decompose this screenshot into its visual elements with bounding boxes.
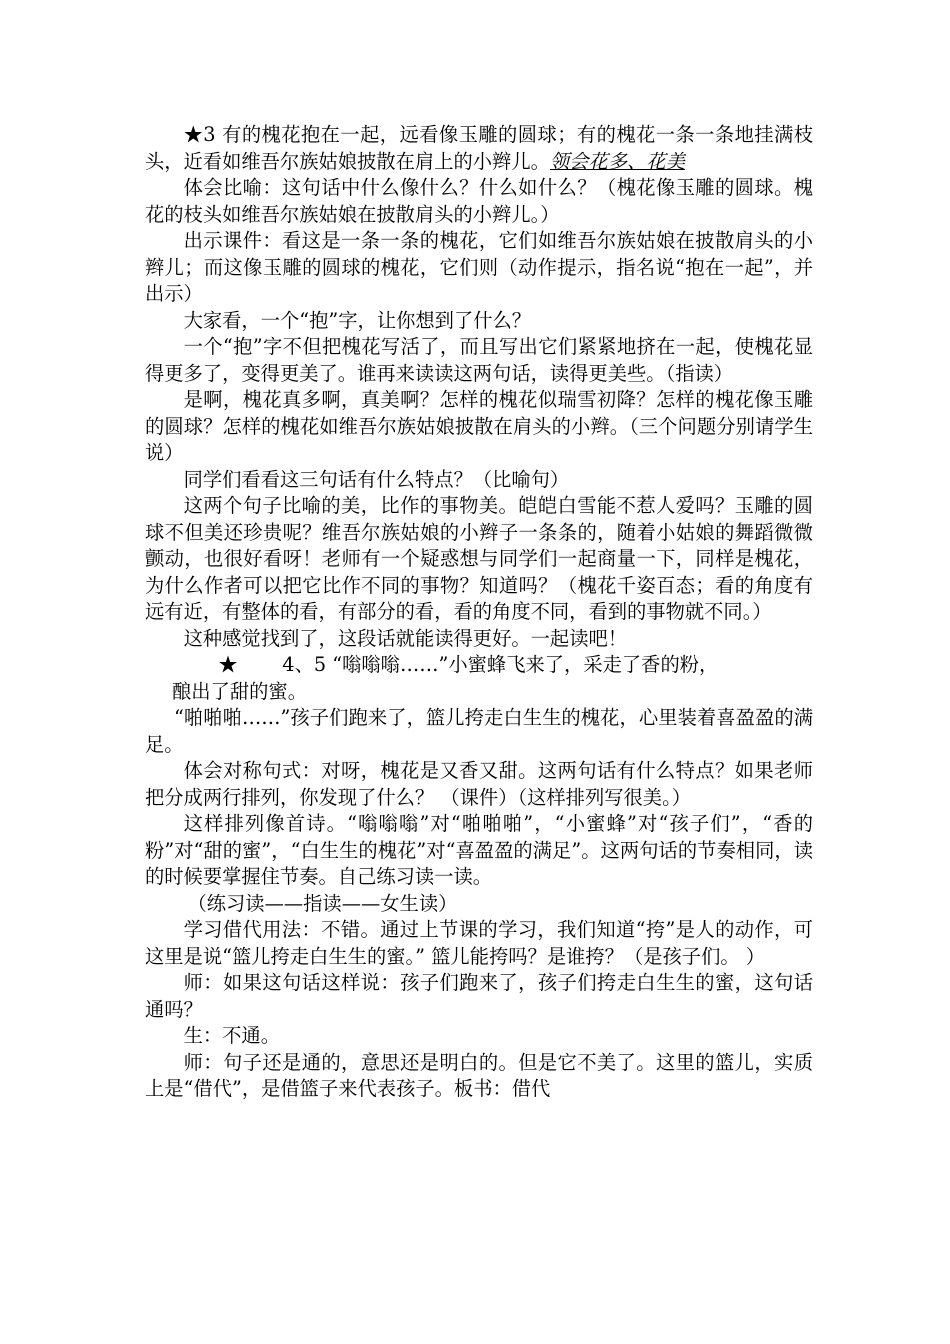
paragraph-star45-continued: 酿出了甜的蜜。	[172, 679, 307, 703]
paragraph: “啪啪啪……”孩子们跑来了，篮儿挎走白生生的槐花，心里装着喜盈盈的满足。	[145, 706, 813, 756]
paragraph: 是啊，槐花真多啊，真美啊？怎样的槐花似瑞雪初降？怎样的槐花像玉雕的圆球？怎样的槐花如维吾尔族姑娘披散在肩头的小辫。（三个问题分别请学生说）	[145, 388, 813, 464]
document-body	[145, 122, 813, 1103]
paragraph-star45: ★ 4、5 “嗡嗡嗡……”小蜜蜂飞来了，采走了香的粉，	[218, 653, 719, 676]
paragraph: 出示课件：看这是一条一条的槐花，它们如维吾尔族姑娘在披散肩头的小辫儿；而这像玉雕的圆球的槐花，它们则（动作提示，指名说“抱在一起”，并出示）	[145, 229, 813, 305]
paragraph-text: ★3 有的槐花抱在一起，远看像玉雕的圆球；有的槐花一条一条地挂满枝头，近看如维吾尔族姑娘披散在肩上的小辫儿。	[145, 123, 813, 173]
paragraph: 这两个句子比喻的美，比作的事物美。皑皑白雪能不惹人爱吗？玉雕的圆球不但美还珍贵呢？维吾尔族姑娘的小辫子一条条的，随着小姑娘的舞蹈微微颤动，也很好看呀！老师有一个疑惑想与同学们一起商量一下，同样是槐花，为什么作者可以把它比作不同的事物？知道吗？（槐花千姿百态；看的角度有远有近，有整体的看，有部分的看，看的角度不同，看到的事物就不同。）	[145, 494, 813, 623]
paragraph: （练习读——指读——女生读）	[187, 891, 458, 915]
paragraph: 大家看，一个“抱”字，让你想到了什么？	[183, 308, 532, 332]
paragraph: 师：如果这句话这样说：孩子们跑来了，孩子们挎走白生生的蜜，这句话通吗？	[145, 971, 813, 1021]
paragraph: 这样排列像首诗。“嗡嗡嗡”对“啪啪啪”，“小蜜蜂”对“孩子们”，“香的粉”对“甜的蜜”，“白生生的槐花”对“喜盈盈的满足”。这两句话的节奏相同，读的时候要掌握住节奏。自己练习读一读。	[145, 812, 813, 888]
paragraph: 一个“抱”字不但把槐花写活了，而且写出它们紧紧地挤在一起，使槐花显得更多了，变得更美了。谁再来读读这两句话，读得更美些。（指读）	[145, 335, 813, 385]
paragraph: 体会比喻：这句话中什么像什么？什么如什么？（槐花像玉雕的圆球。槐花的枝头如维吾尔族姑娘在披散肩头的小辫儿。）	[145, 176, 813, 226]
emphasis-note: 领会花多、花美	[549, 149, 685, 173]
paragraph: 体会对称句式：对呀，槐花是又香又甜。这两句话有什么特点？如果老师把分成两行排列，你发现了什么？ （课件）（这样排列写很美。）	[145, 759, 813, 809]
paragraph: 这种感觉找到了，这段话就能读得更好。一起读吧！	[183, 626, 628, 650]
paragraph: 同学们看看这三句话有什么特点？（比喻句）	[183, 467, 570, 491]
paragraph-star3	[145, 122, 813, 175]
paragraph: 学习借代用法：不错。通过上节课的学习，我们知道“挎”是人的动作，可这里是说“篮儿挎走白生生的蜜。” 篮儿能挎吗？是谁挎？（是孩子们。 ）	[145, 918, 813, 968]
paragraph: 生：不通。	[183, 1024, 280, 1047]
paragraph: 师：句子还是通的，意思还是明白的。但是它不美了。这里的篮儿，实质上是“借代”，是借篮子来代表孩子。板书：借代	[145, 1050, 813, 1100]
